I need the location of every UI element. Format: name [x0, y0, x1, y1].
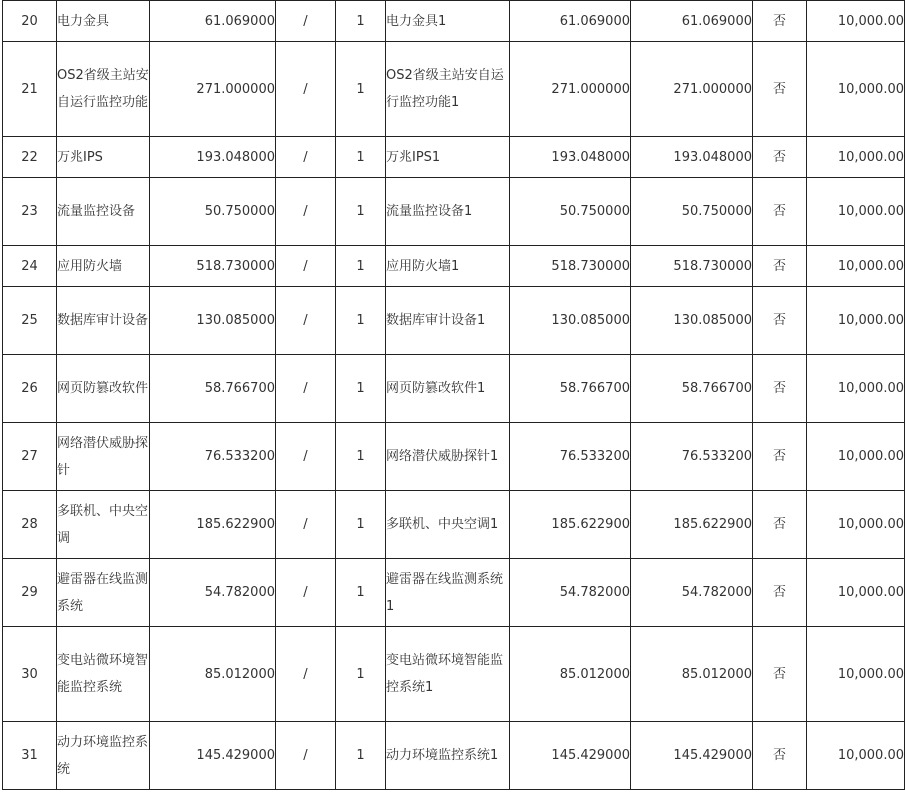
table-row — [3, 246, 905, 287]
row-number-cell: 27 — [3, 423, 57, 491]
unit-price-cell: 271.000000 — [150, 42, 276, 137]
amount-cell: 10,000.00 — [807, 137, 905, 178]
price-3-cell: 58.766700 — [631, 355, 753, 423]
unit-price-cell: 145.429000 — [150, 722, 276, 790]
slash-cell: / — [276, 491, 336, 559]
item-name-cell: 万兆IPS — [57, 137, 150, 178]
data-table-container — [2, 0, 905, 790]
item-name-cell: 变电站微环境智能监控系统 — [57, 627, 150, 722]
flag-cell: 否 — [753, 246, 807, 287]
data-table — [2, 0, 905, 790]
unit-price-cell: 54.782000 — [150, 559, 276, 627]
flag-cell: 否 — [753, 42, 807, 137]
price-2-cell: 145.429000 — [510, 722, 631, 790]
table-row — [3, 178, 905, 246]
quantity-cell: 1 — [336, 355, 386, 423]
quantity-cell: 1 — [336, 42, 386, 137]
item-name-2-cell: 动力环境监控系统1 — [386, 722, 510, 790]
quantity-cell: 1 — [336, 627, 386, 722]
slash-cell: / — [276, 423, 336, 491]
price-3-cell: 518.730000 — [631, 246, 753, 287]
item-name-2-cell: 电力金具1 — [386, 1, 510, 42]
quantity-cell: 1 — [336, 423, 386, 491]
price-2-cell: 130.085000 — [510, 287, 631, 355]
item-name-2-cell: 变电站微环境智能监控系统1 — [386, 627, 510, 722]
slash-cell: / — [276, 137, 336, 178]
price-3-cell: 54.782000 — [631, 559, 753, 627]
item-name-cell: 避雷器在线监测系统 — [57, 559, 150, 627]
item-name-2-cell: OS2省级主站安自运行监控功能1 — [386, 42, 510, 137]
table-row — [3, 722, 905, 790]
flag-cell: 否 — [753, 559, 807, 627]
amount-cell: 10,000.00 — [807, 246, 905, 287]
slash-cell: / — [276, 355, 336, 423]
item-name-2-cell: 多联机、中央空调1 — [386, 491, 510, 559]
amount-cell: 10,000.00 — [807, 722, 905, 790]
flag-cell: 否 — [753, 1, 807, 42]
item-name-2-cell: 网页防篡改软件1 — [386, 355, 510, 423]
item-name-2-cell: 避雷器在线监测系统1 — [386, 559, 510, 627]
row-number-cell: 20 — [3, 1, 57, 42]
item-name-cell: 电力金具 — [57, 1, 150, 42]
amount-cell: 10,000.00 — [807, 559, 905, 627]
item-name-2-cell: 流量监控设备1 — [386, 178, 510, 246]
row-number-cell: 25 — [3, 287, 57, 355]
flag-cell: 否 — [753, 627, 807, 722]
table-row — [3, 423, 905, 491]
slash-cell: / — [276, 1, 336, 42]
flag-cell: 否 — [753, 287, 807, 355]
unit-price-cell: 518.730000 — [150, 246, 276, 287]
quantity-cell: 1 — [336, 491, 386, 559]
table-body — [3, 1, 905, 790]
unit-price-cell: 76.533200 — [150, 423, 276, 491]
price-2-cell: 54.782000 — [510, 559, 631, 627]
unit-price-cell: 185.622900 — [150, 491, 276, 559]
row-number-cell: 28 — [3, 491, 57, 559]
row-number-cell: 24 — [3, 246, 57, 287]
row-number-cell: 29 — [3, 559, 57, 627]
item-name-cell: 多联机、中央空调 — [57, 491, 150, 559]
item-name-cell: 网络潜伏威胁探针 — [57, 423, 150, 491]
unit-price-cell: 58.766700 — [150, 355, 276, 423]
price-2-cell: 58.766700 — [510, 355, 631, 423]
table-row — [3, 355, 905, 423]
quantity-cell: 1 — [336, 1, 386, 42]
quantity-cell: 1 — [336, 178, 386, 246]
price-3-cell: 85.012000 — [631, 627, 753, 722]
price-3-cell: 61.069000 — [631, 1, 753, 42]
slash-cell: / — [276, 627, 336, 722]
row-number-cell: 26 — [3, 355, 57, 423]
item-name-cell: 网页防篡改软件 — [57, 355, 150, 423]
item-name-2-cell: 万兆IPS1 — [386, 137, 510, 178]
price-3-cell: 50.750000 — [631, 178, 753, 246]
price-2-cell: 271.000000 — [510, 42, 631, 137]
table-row — [3, 137, 905, 178]
unit-price-cell: 193.048000 — [150, 137, 276, 178]
row-number-cell: 31 — [3, 722, 57, 790]
table-row — [3, 627, 905, 722]
item-name-cell: 流量监控设备 — [57, 178, 150, 246]
table-row — [3, 42, 905, 137]
unit-price-cell: 130.085000 — [150, 287, 276, 355]
amount-cell: 10,000.00 — [807, 287, 905, 355]
flag-cell: 否 — [753, 491, 807, 559]
amount-cell: 10,000.00 — [807, 1, 905, 42]
quantity-cell: 1 — [336, 137, 386, 178]
unit-price-cell: 61.069000 — [150, 1, 276, 42]
amount-cell: 10,000.00 — [807, 491, 905, 559]
row-number-cell: 22 — [3, 137, 57, 178]
price-2-cell: 518.730000 — [510, 246, 631, 287]
slash-cell: / — [276, 559, 336, 627]
quantity-cell: 1 — [336, 246, 386, 287]
amount-cell: 10,000.00 — [807, 42, 905, 137]
slash-cell: / — [276, 42, 336, 137]
quantity-cell: 1 — [336, 287, 386, 355]
flag-cell: 否 — [753, 423, 807, 491]
price-3-cell: 185.622900 — [631, 491, 753, 559]
flag-cell: 否 — [753, 137, 807, 178]
item-name-cell: 应用防火墙 — [57, 246, 150, 287]
amount-cell: 10,000.00 — [807, 627, 905, 722]
slash-cell: / — [276, 246, 336, 287]
item-name-2-cell: 数据库审计设备1 — [386, 287, 510, 355]
quantity-cell: 1 — [336, 559, 386, 627]
row-number-cell: 21 — [3, 42, 57, 137]
price-2-cell: 185.622900 — [510, 491, 631, 559]
slash-cell: / — [276, 287, 336, 355]
slash-cell: / — [276, 722, 336, 790]
price-2-cell: 76.533200 — [510, 423, 631, 491]
unit-price-cell: 50.750000 — [150, 178, 276, 246]
table-row — [3, 491, 905, 559]
price-2-cell: 193.048000 — [510, 137, 631, 178]
quantity-cell: 1 — [336, 722, 386, 790]
unit-price-cell: 85.012000 — [150, 627, 276, 722]
row-number-cell: 23 — [3, 178, 57, 246]
price-2-cell: 85.012000 — [510, 627, 631, 722]
table-row — [3, 287, 905, 355]
price-3-cell: 193.048000 — [631, 137, 753, 178]
row-number-cell: 30 — [3, 627, 57, 722]
item-name-cell: OS2省级主站安自运行监控功能 — [57, 42, 150, 137]
flag-cell: 否 — [753, 178, 807, 246]
item-name-cell: 数据库审计设备 — [57, 287, 150, 355]
item-name-2-cell: 网络潜伏威胁探针1 — [386, 423, 510, 491]
price-3-cell: 76.533200 — [631, 423, 753, 491]
slash-cell: / — [276, 178, 336, 246]
amount-cell: 10,000.00 — [807, 423, 905, 491]
price-3-cell: 271.000000 — [631, 42, 753, 137]
item-name-cell: 动力环境监控系统 — [57, 722, 150, 790]
amount-cell: 10,000.00 — [807, 178, 905, 246]
price-3-cell: 130.085000 — [631, 287, 753, 355]
price-2-cell: 50.750000 — [510, 178, 631, 246]
item-name-2-cell: 应用防火墙1 — [386, 246, 510, 287]
amount-cell: 10,000.00 — [807, 355, 905, 423]
table-row — [3, 559, 905, 627]
table-row — [3, 1, 905, 42]
price-2-cell: 61.069000 — [510, 1, 631, 42]
price-3-cell: 145.429000 — [631, 722, 753, 790]
flag-cell: 否 — [753, 355, 807, 423]
flag-cell: 否 — [753, 722, 807, 790]
